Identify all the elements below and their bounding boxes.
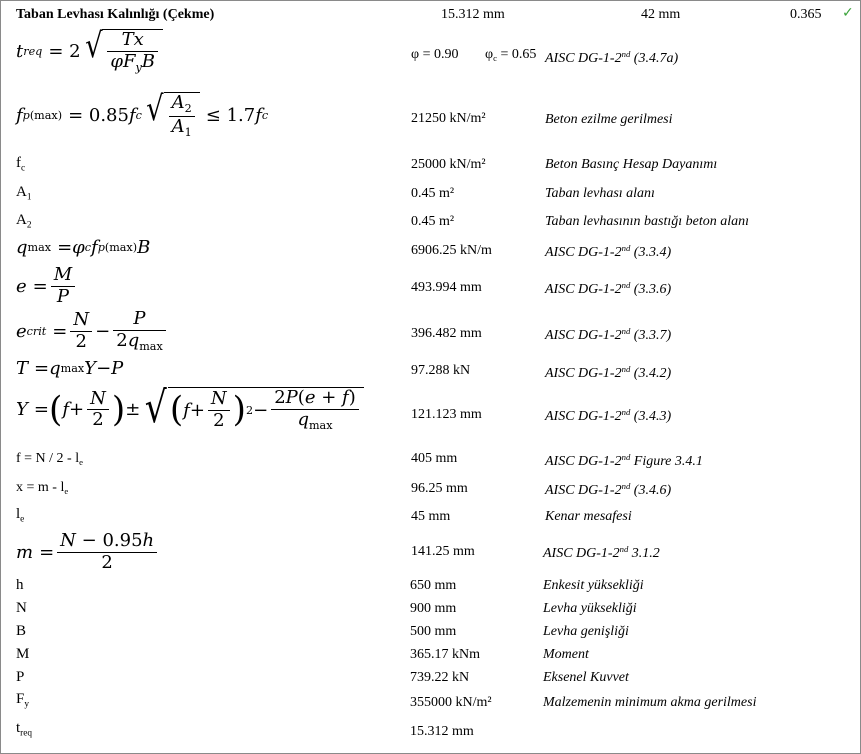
Fy-description: Malzemenin minimum akma gerilmesi xyxy=(543,695,757,710)
ecrit-formula: e crit = $\frac{N}{2}$ − $\frac{P}{2q_{max}}$ xyxy=(16,309,169,353)
P-label: P xyxy=(16,669,25,685)
a1-value: 0.45 m² xyxy=(411,186,455,201)
row-ecrit xyxy=(1,309,861,359)
h-label: h xyxy=(16,577,24,593)
m-reference: AISC DG-1-2nd 3.1.2 xyxy=(543,544,660,561)
row-qmax xyxy=(1,237,861,265)
ecrit-value: 396.482 mm xyxy=(411,326,482,341)
row-f xyxy=(1,449,861,477)
row-P xyxy=(1,669,861,691)
N-description: Levha yüksekliği xyxy=(543,601,637,616)
treq-label: $t_{req}$ xyxy=(16,720,33,739)
row-le xyxy=(1,506,861,532)
phi-factor: φ = 0.90 xyxy=(411,47,459,62)
fc-value: 25000 kN/m² xyxy=(411,157,486,172)
treq-formula: t req = 2 √ $\frac{Tx}{\varphi F_yB}$ xyxy=(16,29,163,74)
e-reference: AISC DG-1-2nd (3.3.6) xyxy=(545,280,672,297)
e-value: 493.994 mm xyxy=(411,280,482,295)
qmax-value: 6906.25 kN/m xyxy=(411,243,492,258)
row-h xyxy=(1,577,861,599)
a1-label: $A_1$ xyxy=(16,184,32,203)
ecrit-reference: AISC DG-1-2nd (3.3.7) xyxy=(545,326,672,343)
B-value: 500 mm xyxy=(410,624,457,639)
M-label: M xyxy=(16,646,30,662)
row-treq-result xyxy=(1,720,861,748)
reference: AISC DG-1-2nd (3.4.7a) xyxy=(545,49,679,66)
M-description: Moment xyxy=(543,647,589,662)
row-treq-formula xyxy=(1,27,861,87)
le-label: $l_e$ xyxy=(16,506,25,525)
phic-factor: $\varphi_c = 0.65$ xyxy=(485,47,537,64)
P-description: Eksenel Kuvvet xyxy=(543,670,629,685)
f-label: $f = N / 2 - l_e$ xyxy=(16,451,83,468)
B-label: B xyxy=(16,623,27,639)
row-Y xyxy=(1,385,861,447)
fc-label: $f_c$ xyxy=(16,155,26,174)
qmax-formula: q max = φ c f p(max) B xyxy=(16,237,151,258)
required-thickness-value: 15.312 mm xyxy=(441,7,505,22)
T-reference: AISC DG-1-2nd (3.4.2) xyxy=(545,364,672,381)
m-formula: m = $\frac{N - 0.95h}{2}$ xyxy=(16,531,160,573)
row-B xyxy=(1,623,861,645)
T-value: 97.288 kN xyxy=(411,363,471,378)
le-description: Kenar mesafesi xyxy=(545,509,632,524)
x-value: 96.25 mm xyxy=(411,481,468,496)
qmax-reference: AISC DG-1-2nd (3.3.4) xyxy=(545,243,672,260)
Fy-label: $F_y$ xyxy=(16,691,29,710)
f-reference: AISC DG-1-2nd Figure 3.4.1 xyxy=(545,452,703,469)
le-value: 45 mm xyxy=(411,509,451,524)
a2-description: Taban levhasının bastığı beton alanı xyxy=(545,214,750,229)
treq-value: 15.312 mm xyxy=(410,724,474,739)
fpmax-formula: f p(max) = 0.85 f c √ $\frac{A_2}{A_1}$ ≤ 1.7 f c xyxy=(16,89,269,139)
row-Fy xyxy=(1,691,861,717)
f-value: 405 mm xyxy=(411,451,458,466)
check-icon: ✓ xyxy=(842,5,854,21)
row-a1 xyxy=(1,182,861,208)
row-fpmax xyxy=(1,89,861,149)
row-T xyxy=(1,358,861,386)
row-fc xyxy=(1,153,861,179)
h-description: Enkesit yüksekliği xyxy=(543,578,644,593)
provided-thickness-value: 42 mm xyxy=(641,7,681,22)
utilization-ratio: 0.365 xyxy=(790,7,822,22)
Y-formula: Y = ( f + $\frac{N}{2}$ ) ± √ ( f + $\frac{N}{2}$ ) 2 − $\frac{2P(e + f)}{q_{max}}$ xyxy=(16,387,364,432)
Y-value: 121.123 mm xyxy=(411,407,482,422)
x-reference: AISC DG-1-2nd (3.4.6) xyxy=(545,481,672,498)
row-e xyxy=(1,265,861,311)
row-M xyxy=(1,646,861,668)
row-x xyxy=(1,478,861,506)
fc-description: Beton Basınç Hesap Dayanımı xyxy=(545,157,718,172)
a2-value: 0.45 m² xyxy=(411,214,455,229)
T-formula: T = q max Y − P xyxy=(16,358,124,379)
row-a2 xyxy=(1,210,861,236)
fpmax-value: 21250 kN/m² xyxy=(411,111,486,126)
Y-reference: AISC DG-1-2nd (3.4.3) xyxy=(545,407,672,424)
fpmax-description: Beton ezilme gerilmesi xyxy=(545,112,673,127)
m-value: 141.25 mm xyxy=(411,544,475,559)
h-value: 650 mm xyxy=(410,578,457,593)
M-value: 365.17 kNm xyxy=(410,647,480,662)
a1-description: Taban levhası alanı xyxy=(545,186,655,201)
x-label: $x = m - l_e$ xyxy=(16,480,69,497)
a2-label: $A_2$ xyxy=(16,212,32,231)
N-label: N xyxy=(16,600,27,616)
N-value: 900 mm xyxy=(410,601,457,616)
e-formula: e = $\frac{M}{P}$ xyxy=(16,265,78,307)
B-description: Levha genişliği xyxy=(543,624,629,639)
Fy-value: 355000 kN/m² xyxy=(410,695,492,710)
row-m xyxy=(1,531,861,577)
P-value: 739.22 kN xyxy=(410,670,470,685)
row-N xyxy=(1,600,861,622)
section-title: Taban Levhası Kalınlığı (Çekme) xyxy=(16,7,215,22)
